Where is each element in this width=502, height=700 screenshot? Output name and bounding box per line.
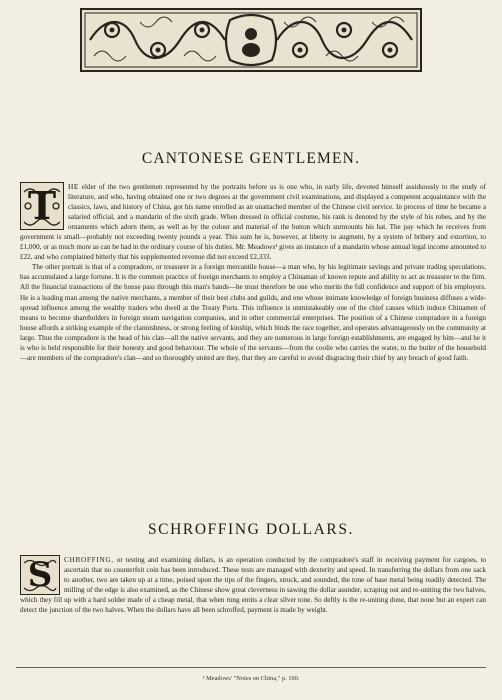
paragraph-lead: HE — [68, 182, 80, 191]
paragraph-text: or testing and examining dollars, is an operation conducted by the compradore's staff in receiving payment for cargoes, to ascertain that no counterfeit coin has been introduced. These tests are managed with dexterity and speed. In transferring the dollars from one sack to another, two are taken up at a time, poised upon the tips of the fingers, struck, and sounded, the tone of base metal being readily detected. The milling of the edge is also examined, as the Chinese show great cleverness in sawing the dollar asunder, scraping out and re-uniting the two halves, which they fill up with a hard solder made of a cheap metal, that when rung emits a clear silver tone. So deftly is the re-uniting done, that none but an expert can detect the junction of the two halves. When the dollars have all been schroffed, payment is made by weight. — [20, 556, 486, 615]
section-title-cantonese-gentlemen: CANTONESE GENTLEMEN. — [141, 150, 361, 167]
section-title-schroffing-dollars: SCHROFFING DOLLARS. — [147, 521, 355, 538]
paragraph — [20, 182, 486, 262]
ornamental-header-icon — [80, 8, 422, 72]
paragraph-lead: CHROFFING, — [64, 555, 114, 564]
dropcap-t: T — [20, 182, 64, 230]
paragraph: The other portrait is that of a compradore, or treasurer in a foreign mercantile house—a man who, by his legitimate savings and private trading speculations, has accumulated a large fortune. It is the common practice of foreign merchants to employ a Chinaman of known repute and ability to act as treasurer to the firm. All the financial transactions of the house pass through this man's hands—he must therefore be one who merits the full confidence and support of his employers. He is a leading man among the native merchants, a member of their best clubs and guilds, and one whose intimate knowledge of foreign business diffuses a wide-spread influence among the wealthy traders who dwell at the Treaty Ports. This influence is unmistakeably one of the chief causes which induce Chinamen of means to become shareholders in foreign steam navigation companies, and in other commercial enterprises. The position of a Chinese compradore in a foreign house affords a striking example of the clannishness, or strong feeling of kinship, which binds the race together, and operates advantageously on the community at large. Thus the compradore is the head of his clan—all the native servants, and they are numerous in large foreign establishments, are engaged by him—and he it is who is held responsible for their honesty and good behaviour. The whole of the servants—from the coolie who carries the water, to the butler of the household—are members of the compradore's clan—and so thoroughly united are they, that they are careful to avoid disgracing their chief by any breach of good faith. — [20, 263, 486, 362]
footnote: ¹ Meadows' "Notes on China," p. 100. — [202, 675, 300, 682]
footnote-divider — [16, 667, 486, 668]
paragraph-text: elder of the two gentlemen represented by the portraits before us is one who, in early life, devoted himself assiduously to the study of literature, and who, having obtained one or two degrees at the government civil examinations, and displayed a competent acquaintance with the classics, laws, and history of China, got his name enrolled as an unattached member of the Chinese civil service. In process of time he became a salaried official, and a mandarin of the sixth grade. When dressed in official costume, his rank is denoted by the style of his robes, and by the ornaments which adorn them, as well as by the colour and material of the button which surmounts his hat. The pay which he receives from government is small—probably not exceeding twenty pounds a year. This sum he is, however, at liberty to augment, by a system of bribery and extortion, to £1,000, or as much more as can be had in the ordinary course of his duties. Mr. Meadows¹ gives an instance of a mandarin whose annual legal income amounted to £22, and who complained bitterly that his supplemented revenue did not exceed £2,333. — [20, 183, 486, 262]
section-body-schroffing-dollars — [20, 555, 486, 615]
section-body-cantonese-gentlemen — [20, 182, 486, 363]
dropcap-s: S — [20, 555, 60, 595]
paragraph — [20, 555, 486, 615]
